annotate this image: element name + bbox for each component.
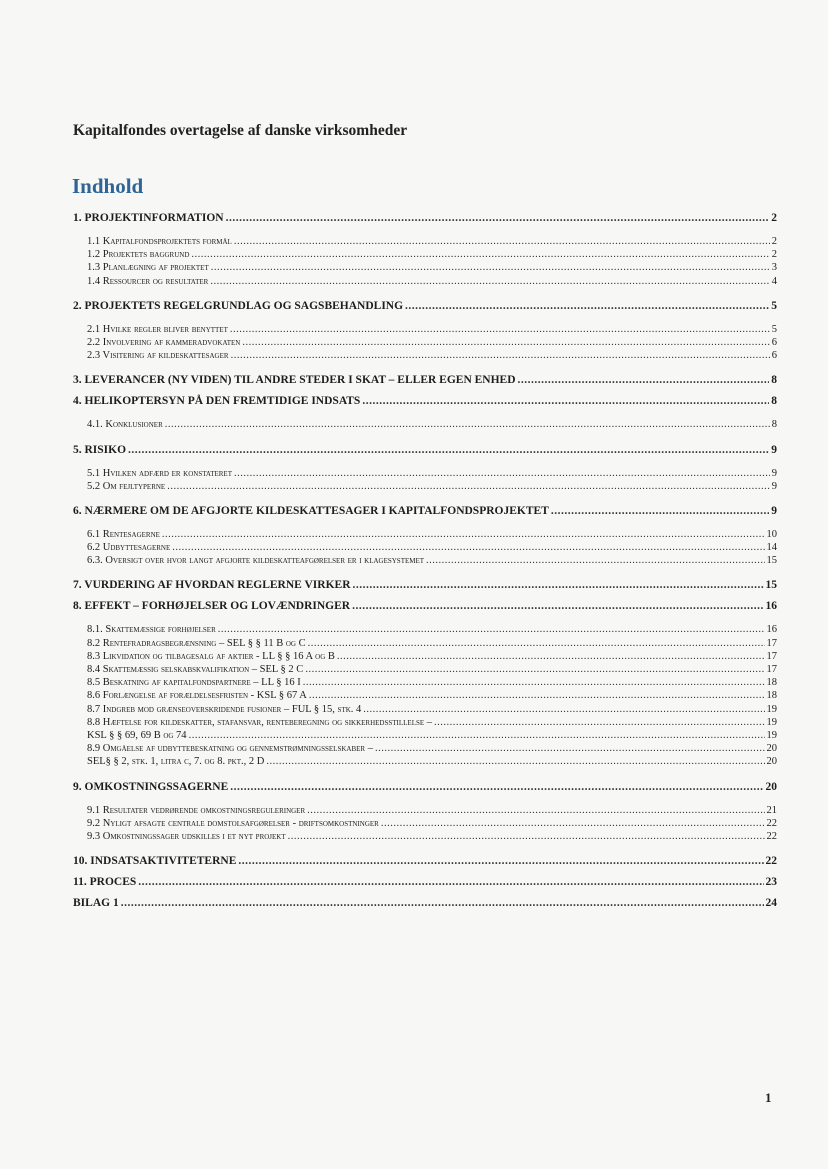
toc-entry-label: 6.3. Oversigt over hvor langt afgjorte kildeskatteafgørelser er i klagesystemet xyxy=(87,555,425,567)
toc-entry-label: 2.3 Visitering af kildeskattesager xyxy=(87,350,229,362)
toc-page-number: 22 xyxy=(765,855,777,868)
toc-entry-label: 6.2 Udbyttesagerne xyxy=(87,542,171,554)
toc-entry-label: 5.2 Om fejltyperne xyxy=(87,480,166,492)
toc-entry-label: 5. RISIKO xyxy=(73,443,127,456)
toc-entry-label: 8.8 Hæftelse for kildeskatter, stafansvar, renteberegning og sikkerhedsstillelse – xyxy=(87,716,433,728)
toc-page-number: 5 xyxy=(771,299,777,312)
toc-entry-label: 9.3 Omkostningssager udskilles i et nyt projekt xyxy=(87,830,286,842)
toc-entry[interactable] xyxy=(73,336,777,349)
toc-entry-label: BILAG 1 xyxy=(73,897,119,910)
toc-entry[interactable] xyxy=(73,502,777,521)
toc-leader-dots xyxy=(230,323,770,336)
toc-entry[interactable] xyxy=(73,755,777,768)
toc-entry[interactable] xyxy=(73,209,777,228)
toc-page-number: 18 xyxy=(766,690,777,702)
toc-page-number: 15 xyxy=(765,579,777,592)
toc-entry-label: 1.4 Ressourcer og resultater xyxy=(87,275,209,287)
toc-leader-dots xyxy=(426,554,764,567)
toc-entry-label: 4. HELIKOPTERSYN PÅ DEN FREMTIDIGE INDSATS xyxy=(73,395,361,408)
toc-entry-label: 8.3 Likvidation og tilbagesalg af aktier - LL § § 16 A og B xyxy=(87,650,335,662)
toc-entry[interactable] xyxy=(73,441,777,460)
toc-page-number: 6 xyxy=(771,336,777,348)
toc-entry-label: 8.9 Omgåelse af udbyttebeskatning og gennemstrømningsselskaber – xyxy=(87,743,373,755)
toc-page-number: 24 xyxy=(765,897,777,910)
toc-leader-dots xyxy=(238,852,763,871)
toc-leader-dots xyxy=(363,703,764,716)
toc-entry-label: 8.6 Forlængelse af forældelsesfristen - KSL § 67 A xyxy=(87,690,307,702)
toc-leader-dots xyxy=(434,716,764,729)
toc-page-number: 17 xyxy=(766,650,777,662)
toc-entry[interactable] xyxy=(73,830,777,843)
toc-entry-label: 10. INDSATSAKTIVITETERNE xyxy=(73,855,237,868)
toc-page-number: 20 xyxy=(765,780,777,793)
toc-entry-label: 9. OMKOSTNINGSSAGERNE xyxy=(73,780,229,793)
toc-page-number: 17 xyxy=(766,637,777,649)
toc-leader-dots xyxy=(266,755,764,768)
toc-leader-dots xyxy=(309,689,765,702)
toc-page-number: 8 xyxy=(771,395,777,408)
toc-leader-dots xyxy=(191,248,769,261)
toc-leader-dots xyxy=(305,663,764,676)
toc-leader-dots xyxy=(353,576,764,595)
document-title: Kapitalfondes overtagelse af danske virksomheder xyxy=(73,122,408,139)
toc-page-number: 9 xyxy=(771,504,777,517)
toc-page-number: 9 xyxy=(771,443,777,456)
toc-page-number: 8 xyxy=(771,374,777,387)
toc-page-number: 6 xyxy=(771,350,777,362)
toc-leader-dots xyxy=(551,502,769,521)
toc-entry[interactable] xyxy=(73,742,777,755)
toc-entry[interactable] xyxy=(73,235,777,248)
toc-page-number: 2 xyxy=(771,212,777,224)
toc-entry-label: 1. PROJEKTINFORMATION xyxy=(73,212,224,224)
toc-leader-dots xyxy=(242,336,769,349)
toc-entry[interactable] xyxy=(73,261,777,274)
toc-entry-label: SEL§ § 2, stk. 1, litra c, 7. og 8. pkt., 2 D xyxy=(87,756,265,768)
toc-page-number: 3 xyxy=(771,262,777,274)
toc-page-number: 10 xyxy=(766,528,777,540)
toc-page-number: 2 xyxy=(771,249,777,261)
toc-leader-dots xyxy=(162,528,765,541)
toc-entry[interactable] xyxy=(73,323,777,336)
toc-page-number: 22 xyxy=(766,817,777,829)
toc-page-number: 16 xyxy=(765,600,777,613)
toc-page-number: 20 xyxy=(766,756,777,768)
toc-page-number: 16 xyxy=(766,624,777,636)
toc-leader-dots xyxy=(352,597,763,616)
toc-entry[interactable] xyxy=(73,778,777,797)
toc-entry[interactable] xyxy=(73,597,777,616)
toc-page-number: 23 xyxy=(765,876,777,889)
toc-leader-dots xyxy=(518,371,770,390)
toc-page-number: 5 xyxy=(771,323,777,335)
toc-entry-label: 2. PROJEKTETS REGELGRUNDLAG OG SAGSBEHANDLING xyxy=(73,299,404,312)
toc-entry-label: 8.5 Beskatning af kapitalfondspartnere – LL § 16 I xyxy=(87,677,301,689)
toc-entry[interactable] xyxy=(73,817,777,830)
toc-entry[interactable] xyxy=(73,371,777,390)
toc-leader-dots xyxy=(172,541,764,554)
toc-entry[interactable] xyxy=(73,541,777,554)
toc-entry[interactable] xyxy=(73,894,777,913)
toc-leader-dots xyxy=(231,349,770,362)
toc-leader-dots xyxy=(211,261,770,274)
toc-entry[interactable] xyxy=(73,480,777,493)
toc-entry-label: 8.1. Skattemæssige forhøjelser xyxy=(87,624,216,636)
toc-entry[interactable] xyxy=(73,349,777,362)
toc-page-number: 4 xyxy=(771,275,777,287)
toc-entry[interactable] xyxy=(73,248,777,261)
toc-leader-dots xyxy=(167,480,770,493)
toc-leader-dots xyxy=(381,817,765,830)
toc-entry-label: 11. PROCES xyxy=(73,876,137,889)
toc-leader-dots xyxy=(375,742,765,755)
toc-page-number: 9 xyxy=(771,467,777,479)
toc-leader-dots xyxy=(288,830,765,843)
table-of-contents xyxy=(73,207,777,913)
toc-entry-label: 1.2 Projektets baggrund xyxy=(87,249,190,261)
toc-leader-dots xyxy=(337,650,765,663)
toc-entry[interactable] xyxy=(73,873,777,892)
toc-entry-label: 2.2 Involvering af kammeradvokaten xyxy=(87,336,241,348)
toc-entry-label: 9.1 Resultater vedrørende omkostningsreguleringer xyxy=(87,804,306,816)
toc-entry[interactable] xyxy=(73,716,777,729)
toc-entry-label: 9.2 Nyligt afsagte centrale domstolsafgørelser - driftsomkostninger xyxy=(87,817,379,829)
toc-entry[interactable] xyxy=(73,852,777,871)
toc-page-number: 14 xyxy=(766,542,777,554)
toc-entry[interactable] xyxy=(73,689,777,702)
toc-leader-dots xyxy=(230,778,763,797)
toc-leader-dots xyxy=(234,467,770,480)
toc-page-number: 21 xyxy=(766,804,777,816)
toc-entry-label: 2.1 Hvilke regler bliver benyttet xyxy=(87,323,228,335)
toc-entry[interactable] xyxy=(73,275,777,288)
toc-entry[interactable] xyxy=(73,676,777,689)
toc-leader-dots xyxy=(226,209,770,228)
toc-entry[interactable] xyxy=(73,729,777,742)
toc-entry-label: 8.2 Rentefradragsbegrænsning – SEL § § 11 B og C xyxy=(87,637,306,649)
toc-page-number: 9 xyxy=(771,480,777,492)
toc-entry-label: 1.1 Kapitalfondsprojektets formål xyxy=(87,236,232,247)
toc-entry[interactable] xyxy=(73,528,777,541)
toc-entry-label: 7. VURDERING AF HVORDAN REGLERNE VIRKER xyxy=(73,579,351,592)
toc-entry[interactable] xyxy=(73,297,777,316)
toc-page-number: 19 xyxy=(766,729,777,741)
toc-leader-dots xyxy=(308,637,765,650)
toc-entry[interactable] xyxy=(73,554,777,567)
toc-page-number: 8 xyxy=(771,419,777,431)
toc-entry-label: 8. EFFEKT – FORHØJELSER OG LOVÆNDRINGER xyxy=(73,600,351,613)
toc-page-number: 15 xyxy=(766,555,777,567)
toc-heading: Indhold xyxy=(72,174,144,198)
toc-page-number: 2 xyxy=(771,236,777,247)
toc-entry[interactable] xyxy=(73,804,777,817)
toc-leader-dots xyxy=(121,894,764,913)
toc-page-number: 19 xyxy=(766,716,777,728)
toc-entry[interactable] xyxy=(73,623,777,636)
toc-leader-dots xyxy=(210,275,769,288)
toc-entry-label: 6.1 Rentesagerne xyxy=(87,528,160,540)
toc-entry[interactable] xyxy=(73,703,777,716)
toc-entry[interactable] xyxy=(73,637,777,650)
toc-entry-label: 8.7 Indgreb mod grænseoverskridende fusioner – FUL § 15, stk. 4 xyxy=(87,703,362,715)
toc-leader-dots xyxy=(234,235,770,248)
toc-entry-label: 6. NÆRMERE OM DE AFGJORTE KILDESKATTESAGER I KAPITALFONDSPROJEKTET xyxy=(73,504,549,517)
toc-entry-label: 8.4 Skattemæssig selskabskvalifikation – SEL § 2 C xyxy=(87,664,304,675)
toc-entry[interactable] xyxy=(73,467,777,480)
toc-leader-dots xyxy=(362,392,769,411)
toc-leader-dots xyxy=(307,804,764,817)
toc-page-number: 17 xyxy=(766,664,777,675)
toc-entry[interactable] xyxy=(73,576,777,595)
toc-entry-label: KSL § § 69, 69 B og 74 xyxy=(87,729,187,741)
toc-entry[interactable] xyxy=(73,418,777,431)
toc-leader-dots xyxy=(218,623,765,636)
toc-leader-dots xyxy=(303,676,765,689)
toc-entry-label: 1.3 Planlægning af projektet xyxy=(87,262,209,274)
toc-entry-label: 4.1. Konklusioner xyxy=(87,419,163,431)
toc-leader-dots xyxy=(138,873,763,892)
toc-page-number: 20 xyxy=(766,743,777,755)
toc-page-number: 19 xyxy=(766,703,777,715)
toc-leader-dots xyxy=(405,297,769,316)
toc-entry-label: 3. LEVERANCER (NY VIDEN) TIL ANDRE STEDER I SKAT – ELLER EGEN ENHED xyxy=(73,374,516,387)
page-number: 1 xyxy=(765,1090,772,1105)
toc-page-number: 22 xyxy=(766,830,777,842)
toc-entry[interactable] xyxy=(73,663,777,676)
toc-leader-dots xyxy=(189,729,765,742)
toc-entry[interactable] xyxy=(73,650,777,663)
toc-page-number: 18 xyxy=(766,677,777,689)
toc-entry-label: 5.1 Hvilken adfærd er konstateret xyxy=(87,467,232,479)
toc-leader-dots xyxy=(128,441,769,460)
toc-entry[interactable] xyxy=(73,392,777,411)
toc-leader-dots xyxy=(165,418,770,431)
